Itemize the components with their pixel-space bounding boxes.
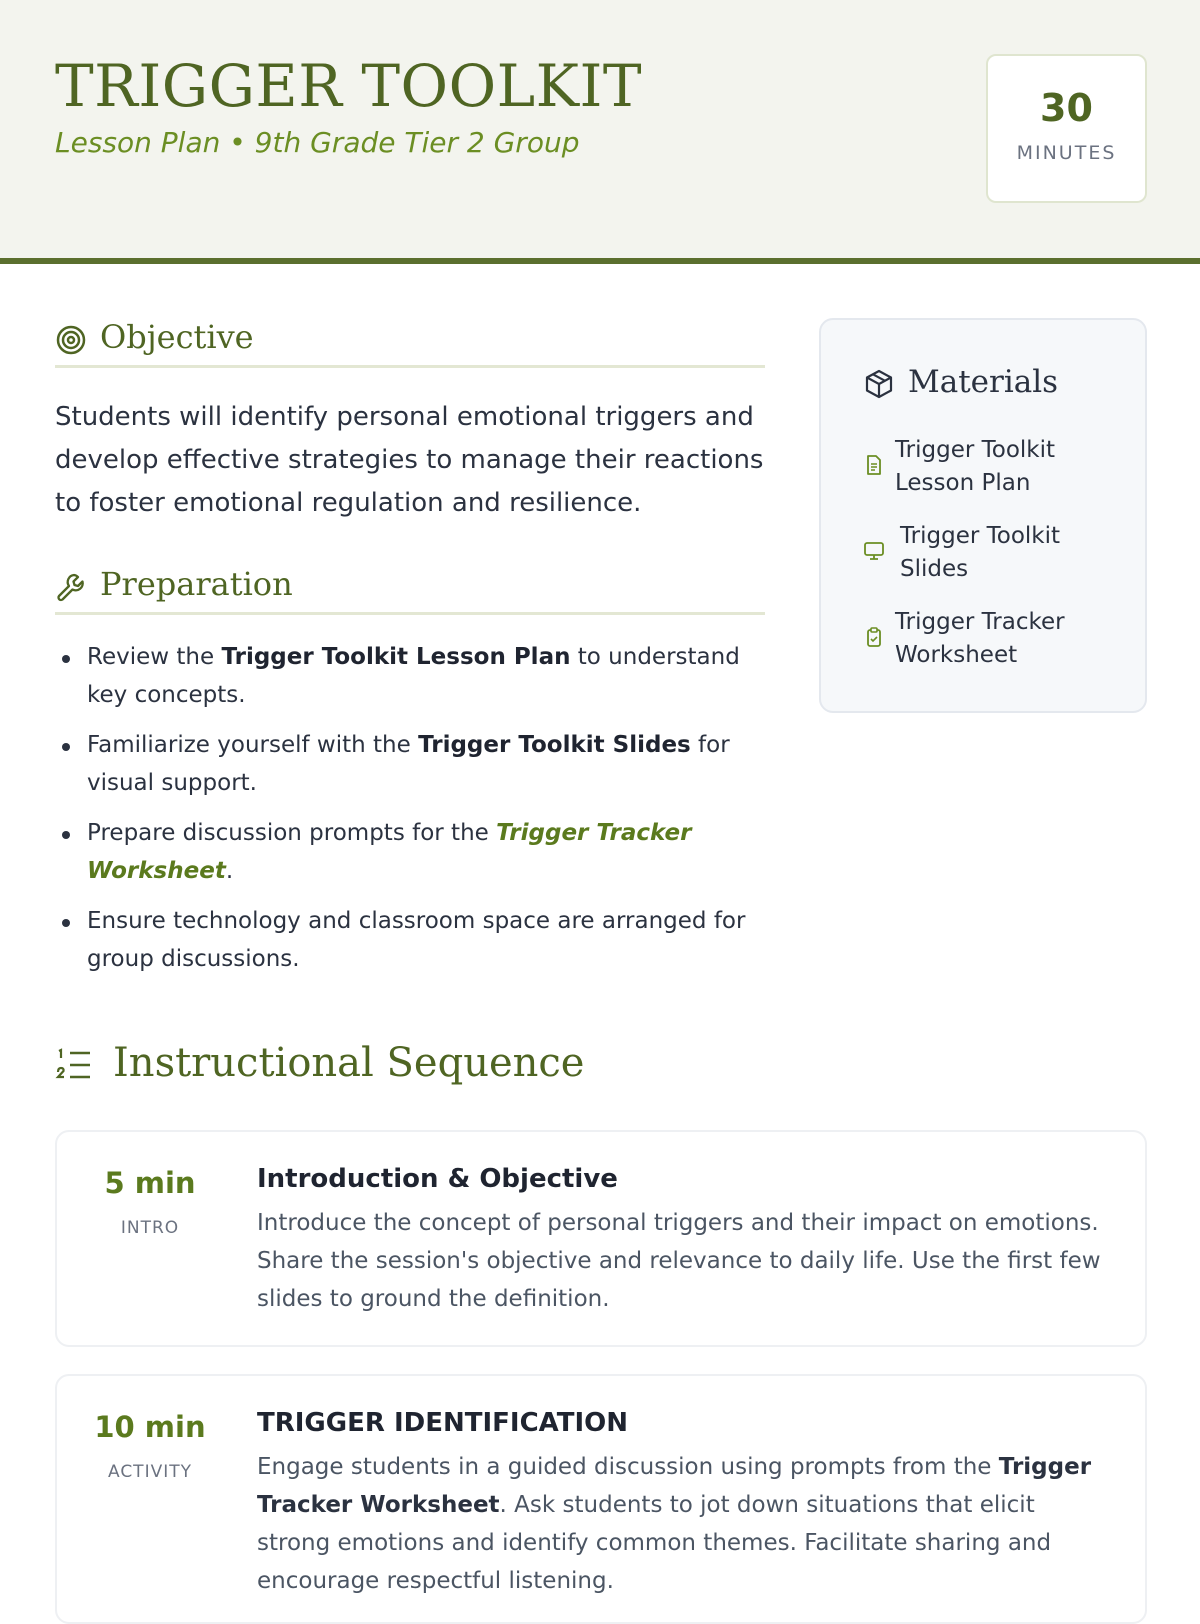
sequence-step — [55, 1374, 1147, 1624]
wrench-icon — [55, 571, 87, 603]
objective-heading — [55, 318, 765, 368]
material-item — [863, 434, 1133, 504]
prep-emphasis-text: Trigger Tracker Worksheet — [87, 820, 692, 884]
step-title: Introduction & Objective — [257, 1164, 618, 1194]
numbered-list-icon — [55, 1048, 93, 1084]
step-time: 10 min — [94, 1410, 206, 1444]
objective-text: Students will identify personal emotional triggers and develop effective strategies to manage their reactions to foster emotional regulation and resilience. — [55, 402, 764, 518]
step-title: TRIGGER IDENTIFICATION — [257, 1408, 629, 1438]
list-item — [55, 814, 775, 890]
step-time: 5 min — [104, 1166, 196, 1200]
preparation-list — [55, 638, 775, 990]
sequence-step — [55, 1130, 1147, 1347]
page-title: TRIGGER TOOLKIT — [55, 52, 643, 120]
prep-text: Review the — [87, 644, 222, 670]
prep-text: Prepare discussion prompts for the — [87, 820, 497, 846]
sequence-heading-label: Instructional Sequence — [113, 1040, 585, 1086]
prep-bold-text: Trigger Toolkit Slides — [418, 732, 691, 758]
sequence-heading — [55, 1040, 755, 1090]
prep-text: for visual support. — [87, 732, 730, 796]
step-phase: INTRO — [120, 1218, 180, 1238]
list-item — [55, 902, 775, 978]
step-body-text: . Ask students to jot down situations that elicit strong emotions and identify common themes. Facilitate sharing and encourage respectful listening. — [257, 1492, 1052, 1594]
target-icon — [55, 324, 87, 356]
duration-unit: MINUTES — [1016, 142, 1117, 164]
duration-value: 30 — [1040, 86, 1093, 130]
material-item — [863, 606, 1133, 676]
step-body: Introduce the concept of personal triggers and their impact on emotions. Share the session's objective and relevance to daily life. Use the first few slides to ground the definition. — [257, 1210, 1101, 1312]
step-body-bold: Trigger Tracker Worksheet — [257, 1454, 1092, 1518]
prep-text: . — [225, 858, 234, 884]
objective-heading-label: Objective — [100, 318, 254, 356]
prep-text: Familiarize yourself with the — [87, 732, 419, 758]
materials-heading-label: Materials — [908, 364, 1059, 400]
step-body-text: Engage students in a guided discussion using prompts from the — [257, 1454, 999, 1480]
prep-text: to understand key concepts. — [87, 644, 740, 708]
duration-badge — [986, 54, 1147, 203]
material-label: Trigger Tracker Worksheet — [895, 609, 1065, 668]
page-subtitle: Lesson Plan • 9th Grade Tier 2 Group — [55, 126, 580, 159]
materials-heading — [863, 364, 1123, 404]
list-item — [55, 638, 775, 714]
prep-bold-text: Trigger Toolkit Lesson Plan — [221, 644, 571, 670]
monitor-icon — [863, 540, 885, 562]
preparation-heading — [55, 565, 765, 615]
package-icon — [863, 368, 895, 400]
list-item — [55, 726, 775, 802]
materials-panel — [819, 318, 1147, 713]
clipboard-icon — [863, 626, 885, 648]
document-icon — [863, 454, 885, 476]
preparation-heading-label: Preparation — [100, 565, 293, 603]
page-header — [0, 0, 1200, 264]
prep-text: Ensure technology and classroom space are arranged for group discussions. — [87, 908, 746, 972]
step-phase: ACTIVITY — [107, 1462, 192, 1482]
material-label: Trigger Toolkit Slides — [900, 523, 1061, 582]
step-body — [257, 1448, 1107, 1600]
material-label: Trigger Toolkit Lesson Plan — [895, 437, 1056, 496]
material-item — [863, 520, 1133, 590]
